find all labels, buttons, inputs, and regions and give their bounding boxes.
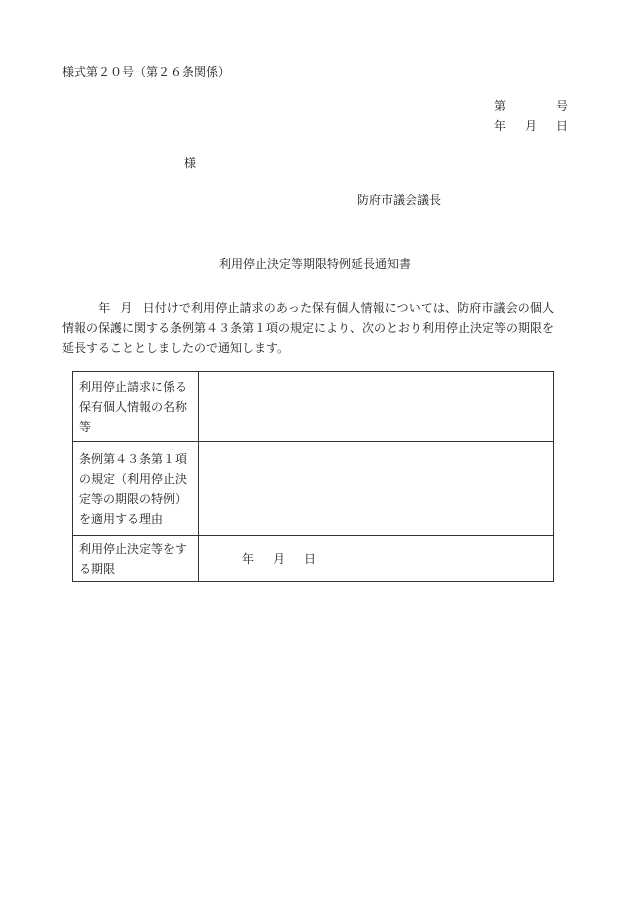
row-label: 利用停止決定等をする期限 <box>73 536 199 582</box>
deadline-month: 月 <box>273 551 286 566</box>
body-month: 月 <box>120 301 133 315</box>
table-row <box>73 372 554 442</box>
sender-name: 防府市議会議長 <box>357 193 442 207</box>
issue-date-day: 日 <box>555 119 568 133</box>
addressee-honorific: 様 <box>184 156 197 170</box>
row-value <box>199 372 554 442</box>
table-row <box>73 536 554 582</box>
body-year: 年 <box>98 301 111 315</box>
issue-date-year: 年 <box>494 119 507 133</box>
row-label: 利用停止請求に係る保有個人情報の名称等 <box>73 372 199 442</box>
detail-table <box>72 371 554 582</box>
table-row <box>73 442 554 536</box>
row-value-deadline <box>199 536 554 582</box>
body-paragraph <box>62 298 554 358</box>
body-text: 日付けで利用停止請求のあった保有個人情報については、防府市議会の個人情報の保護に関する条例第４３条第１項の規定により、次のとおり利用停止決定等の期限を延長することとしましたので通知します。 <box>62 301 555 355</box>
row-value <box>199 442 554 536</box>
issue-date-month: 月 <box>525 119 538 133</box>
deadline-date <box>205 549 547 569</box>
form-number: 様式第２０号（第２６条関係） <box>62 65 231 79</box>
deadline-year: 年 <box>242 551 255 566</box>
ref-no-prefix: 第 <box>494 99 507 113</box>
document-title: 利用停止決定等期限特例延長通知書 <box>218 257 411 271</box>
deadline-day: 日 <box>304 551 317 566</box>
row-label: 条例第４３条第１項の規定（利用停止決定等の期限の特例）を適用する理由 <box>73 442 199 536</box>
ref-no-suffix: 号 <box>555 99 568 113</box>
